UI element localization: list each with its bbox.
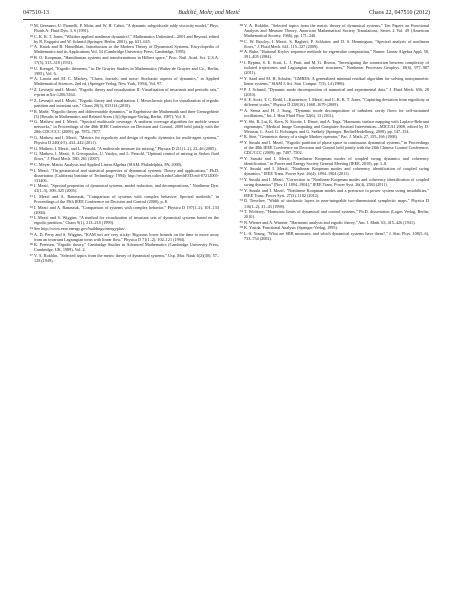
reference-item <box>233 76 429 86</box>
reference-item <box>23 253 219 263</box>
reference-number: 47 <box>239 134 243 139</box>
reference-text: A. Lasota and M. C. Mackey, "Chaos, fractals, and noise: Stochastic aspects of dynamics," in Applied Mathematical Sciences, 2nd ed. (Springer-Verlag, New York, 1994), Vol. 97. <box>34 76 219 87</box>
reference-number: 44 <box>239 97 243 102</box>
reference-number: 55 <box>239 219 243 224</box>
reference-number: 35 <box>29 231 33 236</box>
reference-item <box>233 177 429 187</box>
reference-text: V. A. Rokhlin, "Selected topics from the metric theory of dynamical systems," Ten Papers on Functional Analysis and Measure Theory, American Mathematical Society Translations, Series 2 Vol. 49 (American Mathematical Society, 1966), pp. 171–240. <box>244 23 429 39</box>
reference-number: 38 <box>239 23 243 27</box>
reference-number: 27 <box>29 151 33 156</box>
reference-item <box>233 119 429 134</box>
reference-text: I. Mezić and S. Wiggins, "A method for visualization of invariant sets of dynamical systems based on the ergodic partition," Chaos 9(1), 213–218 (1999). <box>34 215 219 226</box>
reference-text: G. Mathew, I. Mezić, and L. Petzold, "A multiscale measure for mixing," Physica D 211(1–2), 23–46 (2005). <box>34 145 217 151</box>
reference-text: S. E. Scott, T. C. Redd, L. Kuznetsov, I. Mezić, and C. K. R. T. Jones, "Capturing deviation from ergodicity at different scales," Physica D 238(16), 1668–1679 (2009). <box>244 97 429 108</box>
reference-text: P. J. Schmid, "Dynamic mode decomposition of numerical and experimental data," J. Fluid Mech. 656, 28 (2010). <box>244 86 429 97</box>
reference-text: B. O. Koopman, "Hamiltonian systems and transformations in Hilbert space," Proc. Natl. Acad. Sci. U.S.A. 17(5), 315–318 (1931). <box>34 55 219 66</box>
reference-item <box>23 151 219 161</box>
reference-text: D. Treschev, "Width of stochastic layers in near-integrable two-dimensional symplectic maps," Physica D 116(1–2), 21–43 (1998). <box>244 198 429 209</box>
reference-number: 23 <box>29 108 33 113</box>
reference-item <box>23 135 219 145</box>
reference-item <box>23 76 219 86</box>
reference-text: Y. Susuki and I. Mezić, "Correction to "Nonlinear Koopman modes and coherency identification of coupled swing dynamics" [Nov 11 1894–1904]," IEEE Trans. Power Syst. 26(4), 2584 (2011). <box>244 177 429 188</box>
reference-text: Y. Susuki and I. Mezić, "Ergodic partition of phase space in continuous dynamical systems," in Proceedings of the 48th IEEE Conference on Decision and Control held jointly with the 28th Chinese Control Conference, CDC/CCC (2009), pp. 7497–7502. <box>244 139 429 156</box>
reference-item <box>23 168 219 183</box>
reference-item <box>23 232 219 242</box>
reference-number: 50 <box>239 166 243 171</box>
reference-number: 36 <box>29 242 33 247</box>
reference-item <box>233 198 429 208</box>
reference-number: 29 <box>29 167 33 172</box>
reference-item <box>23 66 219 76</box>
reference-number: 57 <box>239 231 243 236</box>
reference-item <box>233 23 429 38</box>
reference-number: 42 <box>239 75 243 80</box>
reference-item <box>23 98 219 108</box>
reference-item <box>23 119 219 134</box>
reference-text: I. Mezić, "Spectral properties of dynamical systems, model reduction, and decompositions," Nonlinear Dyn. 41(1–3), 309–325 (2005). <box>34 183 219 194</box>
reference-item <box>23 55 219 65</box>
reference-item <box>233 108 429 118</box>
reference-item <box>233 220 429 225</box>
reference-item <box>233 231 429 241</box>
reference-text: A. D. Perry and S. Wiggins, "KAM tori are very sticky: Rigorous lower bounds on the time to move away from an invariant Lagrangian torus with linear flow," Physica D 71(1–2), 102–121 (1994). <box>34 231 219 242</box>
reference-item <box>23 242 219 252</box>
reference-text: R. Mañé, "Ergodic theory and differentiable dynamics," in Ergebnisse der Mathematik und ihrer Grenzgebiete (3) [Results in Mathematics and Related Areas (3)] (Springer-Verlag, Berlin, 1987), Vol. 8. <box>34 108 219 119</box>
reference-item <box>23 87 219 97</box>
reference-text: See http://www.eere.energy.gov/buildings/energyplus/. <box>34 226 126 232</box>
reference-number: 52 <box>239 187 243 192</box>
reference-text: G. Mathew and I. Mezić, "Spectral multiscale coverage: A uniform coverage algorithm for mobile sensor networks," in Proceedings of the 48th IEEE Conference on Decision and Control, 2009 held jointly with the 28th CDC/CCC (2009), pp. 7872–7877. <box>34 119 219 135</box>
reference-number: 37 <box>29 253 33 258</box>
reference-text: Y. Susuki and I. Mezić, "Nonlinear Koopman modes and a precursor to power system swing instabilities," IEEE Trans. Power Syst. 27(3), 1182 (2012). <box>244 187 429 198</box>
reference-text: I. Mezić and A. Banaszuk, "Comparison of systems with complex behavior," Physica D 197(1–2), 101–133 (2004). <box>34 204 219 215</box>
reference-text: K. Yosida, Functional Analysis (Springer-Verlag, 1995). <box>244 225 338 231</box>
reference-number: 53 <box>239 198 243 203</box>
reference-number: 43 <box>239 86 243 91</box>
reference-item <box>233 140 429 155</box>
journal-citation: Chaos 22, 047510 (2012) <box>369 10 430 16</box>
reference-item <box>23 183 219 193</box>
reference-number: 16 <box>29 33 33 38</box>
reference-text: T. Wichtrey, "Harmonic limits of dynamical and control systems," Ph.D. dissertation (Logos Verlag, Berlin, 2010). <box>244 209 429 220</box>
reference-item <box>233 209 429 219</box>
reference-number: 56 <box>239 225 243 230</box>
reference-item <box>23 194 219 204</box>
authors: Budišić, Mohr, and Mezić <box>178 10 240 16</box>
reference-number: 46 <box>239 118 243 123</box>
reference-text: N. Wiener and A. Wintner, "Harmonic analysis and ergodic theory," Am. J. Math. 63, 415–426 (1941). <box>244 219 416 225</box>
reference-item <box>23 34 219 44</box>
reference-item <box>23 44 219 54</box>
reference-item <box>233 87 429 97</box>
reference-number: 40 <box>239 49 243 54</box>
header-rule <box>23 19 430 20</box>
reference-text: L.-S. Young, "What are SRB measures, and which dynamical systems have them?," J. Stat. Phys. 108(5–6), 733–754 (2002). <box>244 231 429 242</box>
reference-number: 28 <box>29 161 33 166</box>
reference-number: 18 <box>29 55 33 60</box>
running-header <box>23 7 430 19</box>
reference-number: 41 <box>239 60 243 65</box>
reference-number: 54 <box>239 209 243 214</box>
reference-item <box>23 226 219 231</box>
reference-number: 51 <box>239 177 243 182</box>
references-right-column <box>233 23 429 242</box>
reference-number: 22 <box>29 97 33 102</box>
reference-number: 15 <box>29 23 33 27</box>
reference-text: G. Mathew and I. Mezić, "Metrics for ergodicity and design of ergodic dynamics for multi-agent systems," Physica D 240(4-5), 432–442 (2011). <box>34 134 219 145</box>
reference-text: G. Mathew, I. Mezić, S. Grivopoulos, U. Vaidya, and L. Petzold, "Optimal control of mixing in Stokes fluid flows," J. Fluid Mech. 580, 261 (2007). <box>34 151 219 162</box>
reference-text: C. K. R. T. Jones, "Whither applied nonlinear dynamics?," Mathematics Unlimited—2001 and Beyond, edited by B. Engquist and W. Schmid (Springer, Berlin, 2001), pp. 631–645. <box>34 33 219 44</box>
reference-text: Y. Susuki and I. Mezić, "Nonlinear Koopman modes and coherency identification of coupled swing dynamics," IEEE Trans. Power Syst. 26(4), 1894–1904 (2011). <box>244 166 429 177</box>
reference-number: 20 <box>29 76 33 81</box>
reference-item <box>233 60 429 75</box>
reference-number: 17 <box>29 44 33 49</box>
reference-number: 33 <box>29 215 33 220</box>
reference-text: R. Sine, "Geometric theory of a single Markov operator," Pac. J. Math. 27, 155–166 (1968). <box>244 134 398 140</box>
reference-item <box>233 156 429 166</box>
reference-text: I. Mezić, "On geometrical and statistical properties of dynamical systems: Theory and applications," Ph.D. dissertation (California Institute of Technology, 1994); http://resolver.caltech.edu/CaltechETD:etd-07212005-131406. <box>34 167 219 183</box>
reference-number: 32 <box>29 204 33 209</box>
reference-item <box>233 39 429 49</box>
reference-text: A. Seena and H. J. Sung, "Dynamic mode decomposition of turbulent cavity flows for self-sustained oscillations," Int. J. Heat Fluid Flow 32(6), 13 (2011). <box>244 107 429 118</box>
reference-number: 49 <box>239 155 243 160</box>
reference-text: Z. Levnajić and I. Mezić, "Ergodic theory and visualization II: Visualization of invariants and periodic sets," e-print arXiv:1206.3164. <box>34 87 219 98</box>
reference-item <box>23 146 219 151</box>
reference-item <box>23 162 219 167</box>
reference-item <box>23 23 219 33</box>
reference-text: I. Rypina, S. E. Scott, L. J. Pratt, and M. G. Brown, "Investigating the connection between complexity of isolated trajectories and Lagrangian coherent structures," Nonlinear Processes Geophys. 18(6), 977–987 (2011). <box>244 60 429 76</box>
reference-item <box>233 97 429 107</box>
reference-number: 21 <box>29 87 33 92</box>
reference-item <box>233 49 429 59</box>
reference-number: 48 <box>239 139 243 144</box>
reference-text: M. Germano, U. Piomelli, P. Moin, and W. H. Cabot, "A dynamic subgridscale eddy viscosity model," Phys. Fluids A: Fluid Dyn. 3, 6 (1991). <box>34 23 219 34</box>
reference-number: 24 <box>29 119 33 124</box>
reference-item <box>23 109 219 119</box>
reference-text: Y. Shi, R. Lai, K. Kern, N. Sicotte, I. Dinov, and A. Toga, "Harmonic surface mapping with Laplace-Beltrami eigenmaps," Medical Image Computing and Computer-Assisted Intervention—MICCAI 2008, edited by D. Metaxas, L. Axel, G. Fichtinger, and G. Székely (Springer, Berlin/Heidelberg, 2008), pp. 147–154. <box>244 118 429 134</box>
reference-number: 34 <box>29 226 33 231</box>
reference-text: I. Mezić and A. Banaszuk, "Comparison of systems with complex behavior: Spectral methods," in Proceedings of the 39th IEEE Conference on Decision and Control (2000), p. 8. <box>34 194 219 205</box>
reference-number: 19 <box>29 65 33 70</box>
reference-item <box>233 134 429 139</box>
reference-text: V. A. Rokhlin, "Selected topics from the metric theory of dynamical systems," Usp. Mat. Nauk 4(2)(30), 57–128 (1949). <box>34 253 219 264</box>
reference-text: Y. Saad and M. H. Schultz, "GMRES: A generalized minimal residual algorithm for solving nonsymmetric linear systems," SIAM J. Sci. Stat. Comput. 7(3), 14 (1986). <box>244 75 429 86</box>
reference-number: 39 <box>239 38 243 43</box>
reference-item <box>233 166 429 176</box>
reference-item <box>233 188 429 198</box>
page-number: 047510-13 <box>23 10 49 16</box>
reference-item <box>23 205 219 215</box>
reference-item <box>233 225 429 230</box>
reference-number: 30 <box>29 183 33 188</box>
reference-text: A. Ruhe, "Rational Krylov sequence methods for eigenvalue computation," Numer. Linear Algebra Appl. 58, 391–405 (1984). <box>244 49 429 60</box>
reference-text: U. Krengel, "Ergodic theorems," in De Gruyter Studies in Mathematics (Walter de Gruyter and Co., Berlin, 1985), Vol. 6. <box>34 65 219 76</box>
reference-text: Z. Levnajić and I. Mezić, "Ergodic theory and visualization. I. Mesochronic plots for visualization of ergodic partition and invariant sets," Chaos 20(3), 033114 (2010). <box>34 97 219 108</box>
reference-text: A. Katok and B. Hasselblatt, Introduction to the Modern Theory of Dynamical Systems, Encyclopedia of Mathematics and its Applications Vol. 54 (Cambridge University Press, Cambridge, 1995). <box>34 44 219 55</box>
reference-number: 45 <box>239 107 243 112</box>
reference-text: C. W. Rowley, I. Mezić, S. Bagheri, P. Schlatter, and D. S. Henningson, "Spectral analysis of nonlinear flows," J. Fluid Mech. 641, 115–127 (2009). <box>244 38 429 49</box>
reference-text: K. Petersen, "Ergodic theory," Cambridge Studies in Advanced Mathematics (Cambridge University Press, Cambridge, UK, 1989), Vol. 2. <box>34 242 219 253</box>
reference-number: 26 <box>29 145 33 150</box>
reference-text: C. Meyer, Matrix Analysis and Applied Linear Algebra (SIAM, Philadelphia, PA, 2000). <box>34 161 183 167</box>
reference-text: Y. Susuki and I. Mezić, "Nonlinear Koopman modes of coupled swing dynamics and coherency identification," in Power and Energy Society General Meeting (IEEE, 2010), pp. 1–8. <box>244 155 429 166</box>
reference-number: 31 <box>29 194 33 198</box>
references-left-column <box>23 23 219 264</box>
reference-item <box>23 215 219 225</box>
reference-number: 25 <box>29 134 33 139</box>
